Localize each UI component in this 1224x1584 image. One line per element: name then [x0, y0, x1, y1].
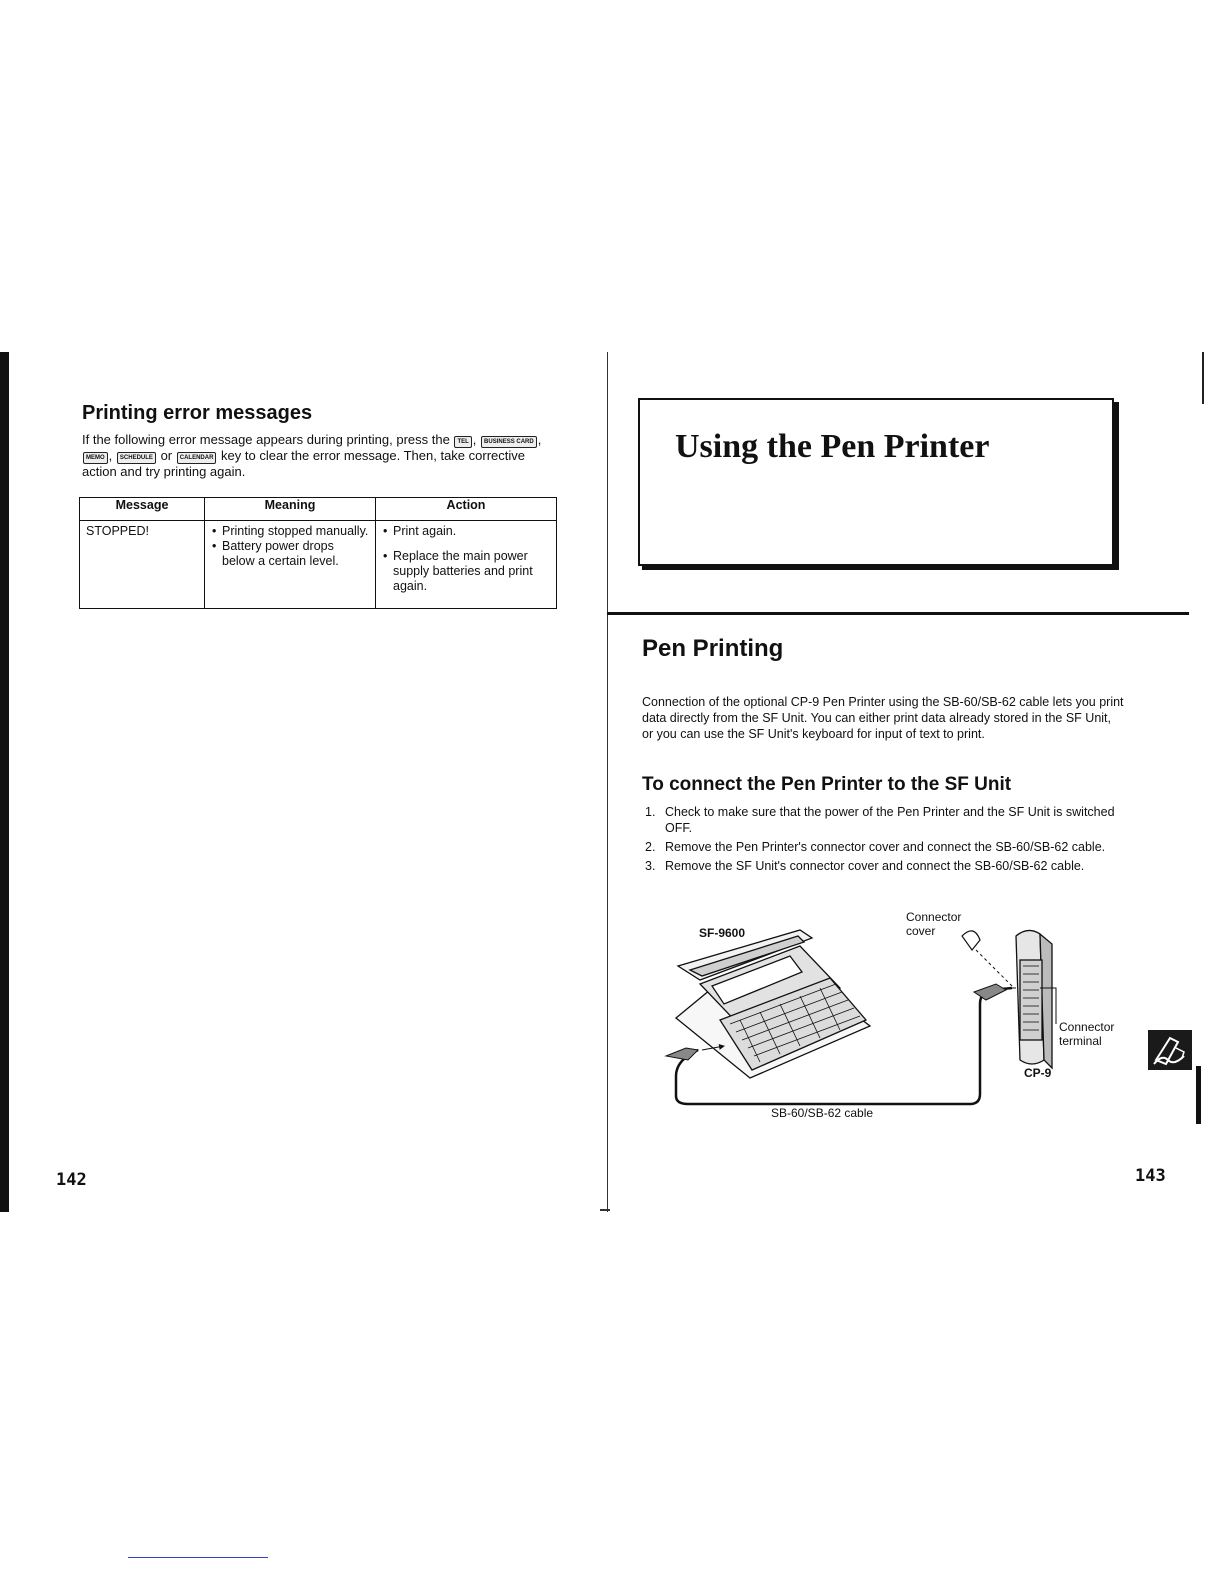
list-item	[642, 804, 1126, 836]
error-intro-paragraph	[82, 432, 562, 480]
action-item: • Print again.	[382, 524, 550, 539]
error-message-table	[79, 497, 557, 609]
list-item	[642, 858, 1126, 874]
title-box-shadow	[1114, 402, 1119, 570]
cable-label: SB-60/SB-62 cable	[771, 1106, 874, 1120]
action-item: • Replace the main power supply batteries and print again.	[382, 549, 550, 594]
section-heading: Pen Printing	[642, 635, 784, 662]
cell-message: STOPPED!	[80, 521, 205, 609]
connector-cover-label: Connector cover	[906, 910, 962, 938]
table-header-row	[80, 498, 557, 521]
scan-edge-left	[0, 352, 9, 1212]
chapter-tab-badge	[1148, 1030, 1192, 1070]
step-text: Check to make sure that the power of the Pen Printer and the SF Unit is switched OFF.	[665, 805, 1115, 835]
scan-edge-right-top	[1202, 352, 1204, 404]
header-action: Action	[376, 498, 557, 521]
bottom-link-line	[128, 1557, 268, 1558]
key-separator: ,	[472, 432, 477, 447]
tel-key-icon: TEL	[454, 436, 471, 448]
chapter-title-box	[638, 398, 1114, 566]
cell-action	[376, 521, 557, 609]
pen-printer-illustration	[1016, 930, 1052, 1068]
step-number: 3.	[645, 859, 656, 873]
header-message: Message	[80, 498, 205, 521]
meaning-item: • Printing stopped manually.	[211, 524, 369, 539]
table-row	[80, 521, 557, 609]
section-rule	[607, 612, 1189, 615]
printer-model-label: CP-9	[1024, 1066, 1052, 1080]
memo-key-icon: MEMO	[83, 452, 108, 464]
or-word: or	[160, 448, 173, 463]
title-box-shadow	[642, 566, 1119, 570]
page-number-left: 142	[56, 1170, 87, 1190]
steps-list	[642, 804, 1126, 877]
key-separator: ,	[537, 432, 542, 447]
intro-part2: key to clear the error message. Then, take corrective action and try printing again.	[82, 448, 525, 479]
step-number: 2.	[645, 840, 656, 854]
key-separator: ,	[108, 448, 113, 463]
list-item	[642, 839, 1126, 855]
step-text: Remove the Pen Printer's connector cover and connect the SB-60/SB-62 cable.	[665, 840, 1106, 854]
gutter-tick	[600, 1209, 610, 1211]
header-meaning: Meaning	[205, 498, 376, 521]
schedule-key-icon: SCHEDULE	[117, 452, 156, 464]
step-number: 1.	[645, 805, 656, 819]
plug-right-icon	[974, 984, 1006, 1000]
scan-edge-right	[1196, 1066, 1201, 1124]
sf-model-label: SF-9600	[699, 926, 746, 940]
intro-part1: If the following error message appears during printing, press the	[82, 432, 450, 447]
connector-terminal-label: Connector terminal	[1059, 1020, 1115, 1048]
printing-error-heading: Printing error messages	[82, 402, 313, 424]
chapter-title: Using the Pen Printer	[675, 428, 990, 465]
calendar-key-icon: CALENDAR	[177, 452, 217, 464]
business-card-key-icon: BUSINESS CARD	[481, 436, 537, 448]
cell-meaning	[205, 521, 376, 609]
pen-printer-icon	[1148, 1030, 1192, 1070]
subsection-heading: To connect the Pen Printer to the SF Unit	[642, 774, 1012, 795]
section-paragraph: Connection of the optional CP-9 Pen Printer using the SB-60/SB-62 cable lets you print data directly from the SF Unit. You can either print data already stored in the SF Unit, or you can use the SF Unit's keyboard for input of text to print.	[642, 695, 1124, 741]
plug-left-icon	[666, 1048, 698, 1060]
step-text: Remove the SF Unit's connector cover and connect the SB-60/SB-62 cable.	[665, 859, 1085, 873]
page-gutter	[607, 352, 608, 1212]
sf-unit-illustration	[676, 930, 870, 1078]
meaning-item: • Battery power drops below a certain level.	[211, 539, 369, 569]
page-number-right: 143	[1135, 1166, 1166, 1186]
